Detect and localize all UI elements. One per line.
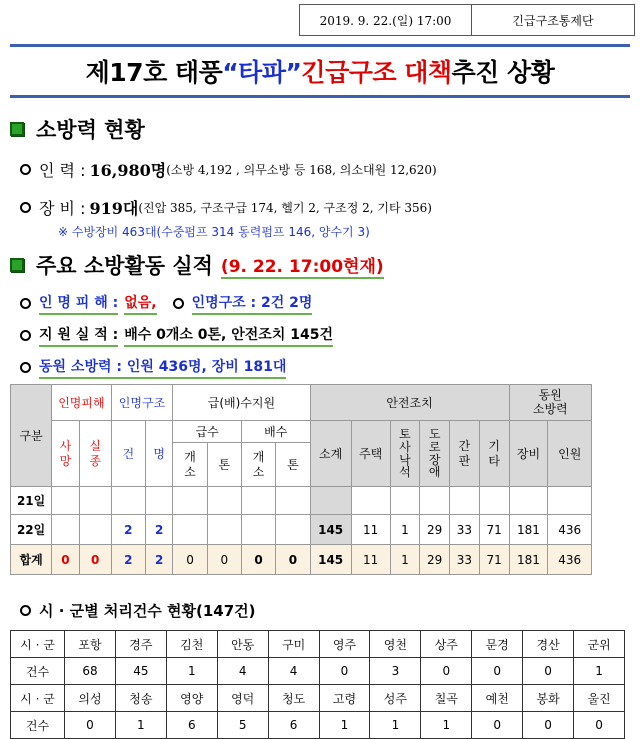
circle-bullet-icon: [173, 298, 184, 309]
header-box: [299, 4, 635, 36]
city-name: 예천: [472, 685, 523, 712]
city-name: 문경: [472, 631, 523, 658]
city-count: 0: [472, 658, 523, 685]
cell: 1: [390, 545, 420, 575]
rescue-label: 인명구조 : 2건 2명: [192, 292, 313, 315]
header-staff: 인원: [548, 421, 592, 487]
personnel-label: 인 력 :: [39, 161, 86, 180]
city-name: 영양: [166, 685, 217, 712]
city-count: 1: [115, 712, 166, 739]
city-count: 68: [65, 658, 116, 685]
city-row-1-names: [11, 631, 625, 658]
casualty-line: [20, 292, 312, 315]
row-label: 22일: [11, 515, 52, 545]
section1-heading: 소방력 현황: [36, 118, 145, 142]
casualty-value: 없음,: [124, 292, 156, 315]
circle-bullet-icon: [20, 330, 31, 341]
cell: 71: [479, 515, 509, 545]
city-count: 1: [370, 712, 421, 739]
header-etc: 기 타: [479, 421, 509, 487]
city-name: 포항: [65, 631, 116, 658]
cell: 0: [207, 545, 241, 575]
city-count: 0: [472, 712, 523, 739]
city-count: 0: [523, 658, 574, 685]
header-total: 소계: [310, 421, 351, 487]
section2-heading: 주요 소방활동 실적: [36, 254, 213, 278]
row-label: 21일: [11, 487, 52, 515]
header-water: 급(배)수지원: [173, 385, 310, 421]
support-label: 지 원 실 적 :: [39, 324, 118, 347]
casualty-label: 인 명 피 해 :: [39, 292, 118, 315]
green-square-icon: [10, 258, 24, 272]
cell: 29: [420, 515, 450, 545]
city-count: 6: [166, 712, 217, 739]
cell: 181: [509, 515, 548, 545]
section2-time: (9. 22. 17:00현재): [221, 252, 384, 279]
city-name: 구미: [268, 631, 319, 658]
cell: 436: [548, 545, 592, 575]
city-count: 6: [268, 712, 319, 739]
cell: 2: [111, 515, 145, 545]
cell: 145: [310, 515, 351, 545]
table-row-total: [11, 545, 592, 575]
cell: 33: [450, 515, 480, 545]
green-square-icon: [10, 122, 24, 136]
cell: 11: [351, 515, 390, 545]
activity-table: [10, 384, 592, 575]
city-count: 0: [421, 658, 472, 685]
city-count: 0: [574, 712, 625, 739]
header-road: 도 로 장 애: [420, 421, 450, 487]
city-name: 청도: [268, 685, 319, 712]
header-cases: 건: [111, 421, 145, 487]
cell: [173, 515, 207, 545]
cell: 33: [450, 545, 480, 575]
cell: [276, 515, 310, 545]
header-tons2: 톤: [276, 443, 310, 487]
cell: 2: [145, 545, 172, 575]
header-house: 주택: [351, 421, 390, 487]
cell: 71: [479, 545, 509, 575]
support-value: 배수 0개소 0톤, 안전조치 145건: [124, 324, 333, 347]
header-sign: 간 판: [450, 421, 480, 487]
title-part2: 긴급구조 대책: [301, 58, 452, 87]
city-name: 경주: [115, 631, 166, 658]
header-casualty: 인명피해: [52, 385, 111, 421]
label-count: 건수: [11, 658, 65, 685]
cell: 0: [241, 545, 275, 575]
support-line: [20, 324, 333, 347]
cell: 0: [52, 545, 79, 575]
city-count: 1: [166, 658, 217, 685]
cell: 29: [420, 545, 450, 575]
circle-bullet-icon: [20, 164, 31, 175]
city-row-2-counts: [11, 712, 625, 739]
section3-heading: 시 · 군별 처리건수 현황(147건): [39, 602, 256, 620]
label-city: 시 · 군: [11, 685, 65, 712]
page-title: [10, 44, 630, 98]
header-mobilized: 동원 소방력: [509, 385, 591, 421]
personnel-value: 16,980명: [89, 161, 167, 180]
header-dead: 사 망: [52, 421, 79, 487]
header-missing: 실 종: [79, 421, 111, 487]
title-part3: 추진 상황: [451, 58, 555, 87]
label-count: 건수: [11, 712, 65, 739]
section3-heading-line: [20, 600, 256, 621]
city-name: 영천: [370, 631, 421, 658]
city-count: 45: [115, 658, 166, 685]
cell: 145: [310, 545, 351, 575]
table-row-21: [11, 487, 592, 515]
city-count: 0: [523, 712, 574, 739]
personnel-detail: (소방 4,192 , 의무소방 등 168, 의소대원 12,620): [166, 163, 437, 177]
city-count: 0: [319, 658, 370, 685]
header-rescue: 인명구조: [111, 385, 173, 421]
cell: 2: [145, 515, 172, 545]
header-persons: 명: [145, 421, 172, 487]
header-supply: 급수: [173, 421, 242, 443]
header-safety: 안전조치: [310, 385, 509, 421]
cell: 0: [173, 545, 207, 575]
cell: 0: [276, 545, 310, 575]
header-places2: 개 소: [241, 443, 275, 487]
city-count: 0: [65, 712, 116, 739]
city-row-1-counts: [11, 658, 625, 685]
header-landslide: 토 사 낙 석: [390, 421, 420, 487]
city-name: 김천: [166, 631, 217, 658]
city-name: 경산: [523, 631, 574, 658]
organization: 긴급구조통제단: [512, 13, 594, 28]
title-typhoon: “타파”: [222, 58, 302, 87]
equipment-detail: (진압 385, 구조구급 174, 헬기 2, 구조정 2, 기타 356): [138, 201, 432, 215]
equipment-label: 장 비 :: [39, 199, 86, 218]
personnel-line: [20, 158, 437, 181]
city-count: 5: [217, 712, 268, 739]
header-tons: 톤: [207, 443, 241, 487]
cell: 181: [509, 545, 548, 575]
cell: [207, 515, 241, 545]
city-count: 4: [268, 658, 319, 685]
city-name: 영주: [319, 631, 370, 658]
cell: [79, 515, 111, 545]
title-part1: 제17호 태풍: [85, 58, 223, 87]
header-equip: 장비: [509, 421, 548, 487]
section-heading-activity: [10, 250, 384, 280]
mobilized-text: 동원 소방력 : 인원 436명, 장비 181대: [39, 356, 286, 379]
city-name: 군위: [574, 631, 625, 658]
city-table: [10, 630, 625, 739]
city-name: 울진: [574, 685, 625, 712]
equipment-note: ※ 수방장비 463대(수중펌프 314 동력펌프 146, 양수기 3): [58, 225, 370, 239]
circle-bullet-icon: [20, 605, 31, 616]
circle-bullet-icon: [20, 362, 31, 373]
header-drain: 배수: [241, 421, 310, 443]
city-count: 1: [421, 712, 472, 739]
label-city: 시 · 군: [11, 631, 65, 658]
city-count: 3: [370, 658, 421, 685]
city-name: 의성: [65, 685, 116, 712]
equipment-value: 919대: [89, 199, 139, 218]
circle-bullet-icon: [20, 202, 31, 213]
mobilized-line: [20, 356, 286, 379]
cell: 11: [351, 545, 390, 575]
city-name: 봉화: [523, 685, 574, 712]
city-count: 1: [574, 658, 625, 685]
city-name: 안동: [217, 631, 268, 658]
city-name: 칠곡: [421, 685, 472, 712]
cell: 1: [390, 515, 420, 545]
city-name: 청송: [115, 685, 166, 712]
table-row-22: [11, 515, 592, 545]
city-name: 성주: [370, 685, 421, 712]
header-gubun: 구분: [11, 385, 52, 487]
circle-bullet-icon: [20, 298, 31, 309]
city-count: 4: [217, 658, 268, 685]
cell: [52, 515, 79, 545]
city-count: 1: [319, 712, 370, 739]
report-date: 2019. 9. 22.(일) 17:00: [300, 5, 472, 35]
city-row-2-names: [11, 685, 625, 712]
city-name: 상주: [421, 631, 472, 658]
equipment-line: [20, 196, 432, 219]
cell: 2: [111, 545, 145, 575]
cell: 0: [79, 545, 111, 575]
city-name: 고령: [319, 685, 370, 712]
header-places: 개 소: [173, 443, 207, 487]
city-name: 영덕: [217, 685, 268, 712]
section-heading-force: [10, 114, 145, 144]
cell: [241, 515, 275, 545]
row-label: 합계: [11, 545, 52, 575]
cell: 436: [548, 515, 592, 545]
